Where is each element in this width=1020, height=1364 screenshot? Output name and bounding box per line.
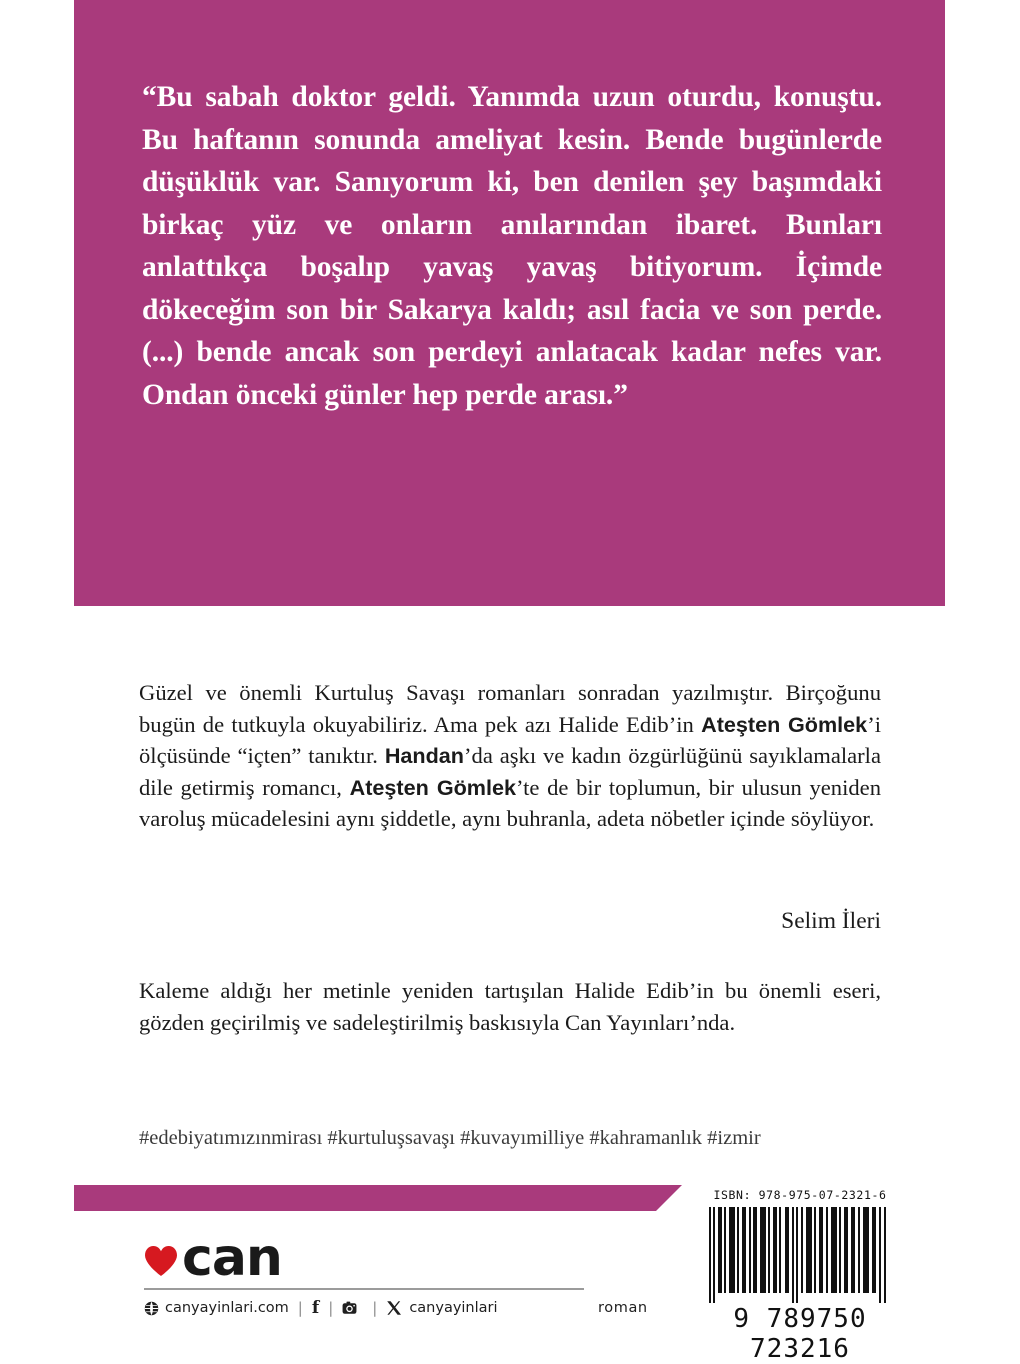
hashtag-line: #edebiyatımızınmirası #kurtuluşsavaşı #kuvayımilliye #kahramanlık #izmir [139, 1127, 761, 1149]
blurb-text-part-3: ’da aşkı ve kadın özgürlüğünü sayıklamalarla dile getirmiş romancı, [139, 743, 881, 800]
publisher-logo-block [144, 1228, 584, 1318]
isbn-text: ISBN: 978-975-07-2321-6 [713, 1188, 887, 1202]
blurb-section [139, 677, 881, 835]
quote-panel [74, 0, 945, 606]
social-handle[interactable]: canyayinlari [409, 1300, 498, 1316]
barcode-block [696, 1188, 904, 1364]
globe-icon [144, 1301, 159, 1316]
website-link[interactable]: canyayinlari.com [165, 1300, 289, 1316]
book-title-atesten-gomlek-2: Ateşten Gömlek [349, 774, 517, 800]
blurb-text-part-1: Güzel ve önemli Kurtuluş Savaşı romanları sonradan yazılmıştır. Birçoğunu bugün de tutkuyla okuyabiliriz. Ama pek azı Halide Edib’in [139, 680, 881, 737]
facebook-icon[interactable]: f [311, 1297, 320, 1318]
blurb-text-part-2: ’i ölçüsünde “içten” tanıktır. [139, 711, 882, 768]
instagram-icon[interactable] [342, 1301, 357, 1316]
book-title-atesten-gomlek-1: Ateşten Gömlek [701, 711, 868, 737]
barcode-bars [707, 1207, 893, 1303]
footer-divider-rule [144, 1288, 584, 1290]
blurb-text-part-4: ’te de bir toplumun, bir ulusun yeniden varoluş mücadelesini aynı şiddetle, aynı buhranla, adeta nöbetler içinde söylüyor. [139, 774, 882, 831]
genre-label: roman [598, 1300, 648, 1316]
footer-accent-bar [74, 1185, 682, 1211]
blurb-attribution: Selim İleri [781, 908, 881, 934]
pull-quote-text: “Bu sabah doktor geldi. Yanımda uzun oturdu, konuştu. Bu haftanın sonunda ameliyat kesin. Bende bugünlerde düşüklük var. Sanıyorum ki, ben denilen şey başımdaki birkaç yüz ve onların anılarından ibaret. Bunları anlattıkça boşalıp yavaş yavaş bitiyorum. İçimde dökeceğim son bir Sakarya kaldı; asıl facia ve son perde. (...) bende ancak son perdeyi anlatacak kadar nefes var. Ondan önceki günler hep perde arası.” [142, 81, 890, 411]
publisher-logo [144, 1228, 584, 1288]
edition-paragraph: Kaleme aldığı her metinle yeniden tartışılan Halide Edib’in bu önemli eseri, gözden geçirilmiş ve sadeleştirilmiş baskısıyla Can Yayınları’nda. [139, 978, 881, 1035]
social-separator-1: | [297, 1299, 303, 1317]
publisher-name: can [182, 1228, 282, 1288]
blurb-paragraph [139, 677, 881, 835]
book-title-handan: Handan [384, 743, 464, 768]
edition-section [139, 975, 881, 1038]
social-separator-3: | [372, 1299, 378, 1317]
social-links-row [144, 1299, 584, 1317]
heart-icon [144, 1245, 178, 1277]
barcode-digits: 9 789750 723216 [733, 1304, 867, 1364]
x-twitter-icon[interactable] [386, 1300, 402, 1316]
social-separator-2: | [328, 1299, 334, 1317]
